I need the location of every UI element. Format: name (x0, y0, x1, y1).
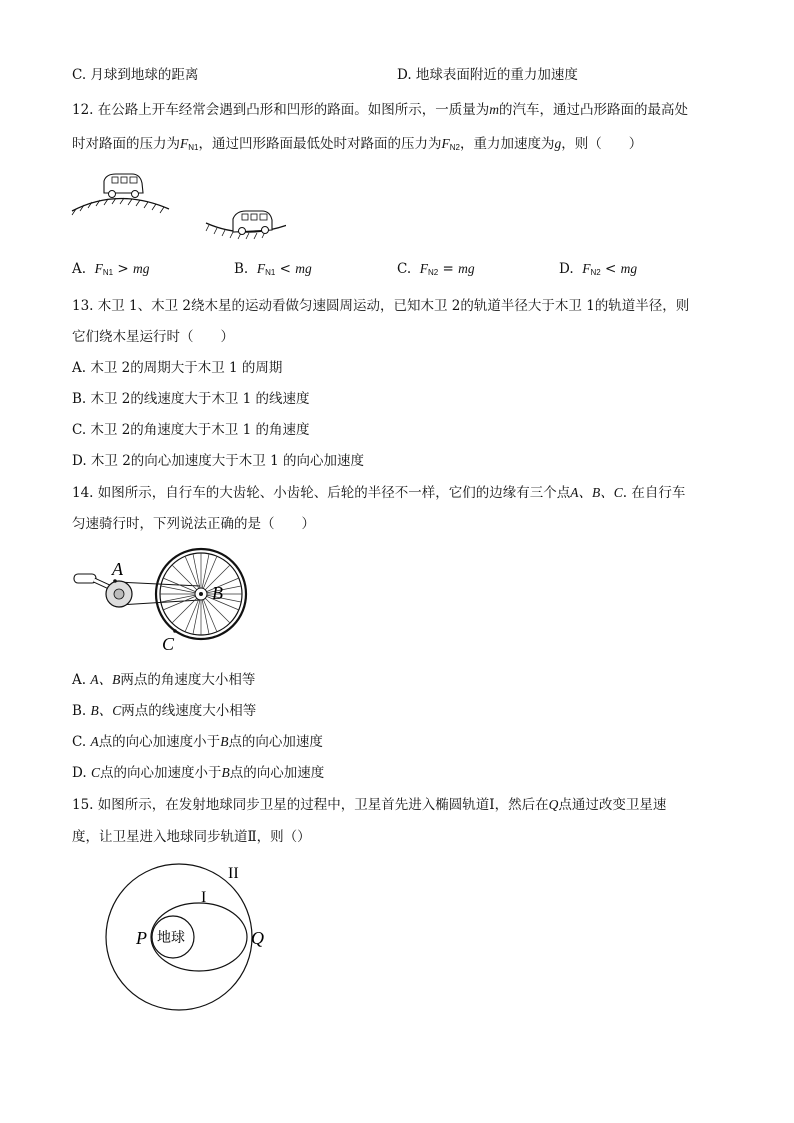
label-point-p: P (136, 928, 147, 948)
car-on-convex-road (104, 174, 143, 198)
label-point-a: A (112, 559, 123, 579)
label-point-b: B (212, 583, 223, 603)
q13-option-c: C. 木卫 2的角速度大于木卫 1 的角速度 (72, 422, 310, 438)
q13-stem-line1: 13. 木卫 1、木卫 2绕木星的运动看做匀速圆周运动，已知木卫 2的轨道半径大于木卫 1的轨道半径，则 (72, 298, 690, 314)
q12-stem-line2: 时对路面的压力为$F_{N1}$，通过凹形路面最低处时对路面的压力为$F_{N2}$，重力加速度为g，则（ ） (72, 136, 643, 152)
q12-option-a: A. $F_{N1}$ > mg (72, 261, 150, 277)
q12-option-c: C. $F_{N2}$ = mg (397, 261, 475, 277)
car-on-concave-road (233, 211, 272, 235)
q14-stem-line2: 匀速骑行时，下列说法正确的是（ ） (72, 516, 315, 532)
q13-option-b: B. 木卫 2的线速度大于木卫 1 的线速度 (72, 391, 310, 407)
q15-orbit-figure (100, 860, 280, 1015)
label-earth: 地球 (157, 930, 185, 946)
q12-road-figure (66, 165, 286, 240)
label-point-q: Q (251, 928, 264, 948)
q13-stem-line2: 它们绕木星运行时（ ） (72, 329, 234, 345)
q12-option-b: B. $F_{N1}$ < mg (234, 261, 312, 277)
q14-option-d: D. C点的向心加速度小于B点的向心加速度 (72, 765, 325, 781)
label-orbit-ii: II (228, 865, 239, 882)
q13-option-d: D. 木卫 2的向心加速度大于木卫 1 的向心加速度 (72, 453, 364, 469)
q14-option-a: A. A、B两点的角速度大小相等 (72, 672, 256, 688)
q15-stem-line1: 15. 如图所示，在发射地球同步卫星的过程中，卫星首先进入椭圆轨道Ⅰ，然后在Q点通过改变卫星速 (72, 797, 667, 813)
q12-stem-line1: 12. 在公路上开车经常会遇到凸形和凹形的路面。如图所示，一质量为m的汽车，通过凸形路面的最高处 (72, 102, 689, 118)
q11-option-c: C. 月球到地球的距离 (72, 67, 199, 83)
q14-stem-line1: 14. 如图所示，自行车的大齿轮、小齿轮、后轮的半径不一样，它们的边缘有三个点A、B、C. 在自行车 (72, 485, 686, 501)
q14-option-b: B. B、C两点的线速度大小相等 (72, 703, 257, 719)
q13-option-a: A. 木卫 2的周期大于木卫 1 的周期 (72, 360, 283, 376)
q11-option-d: D. 地球表面附近的重力加速度 (397, 67, 578, 83)
label-point-c: C (162, 634, 175, 654)
q14-bicycle-figure (70, 545, 255, 657)
q15-stem-line2: 度，让卫星进入地球同步轨道Ⅱ，则（） (72, 829, 311, 845)
q12-option-d: D. $F_{N2}$ < mg (559, 261, 638, 277)
label-orbit-i: I (201, 889, 207, 906)
q14-option-c: C. A点的向心加速度小于B点的向心加速度 (72, 734, 323, 750)
